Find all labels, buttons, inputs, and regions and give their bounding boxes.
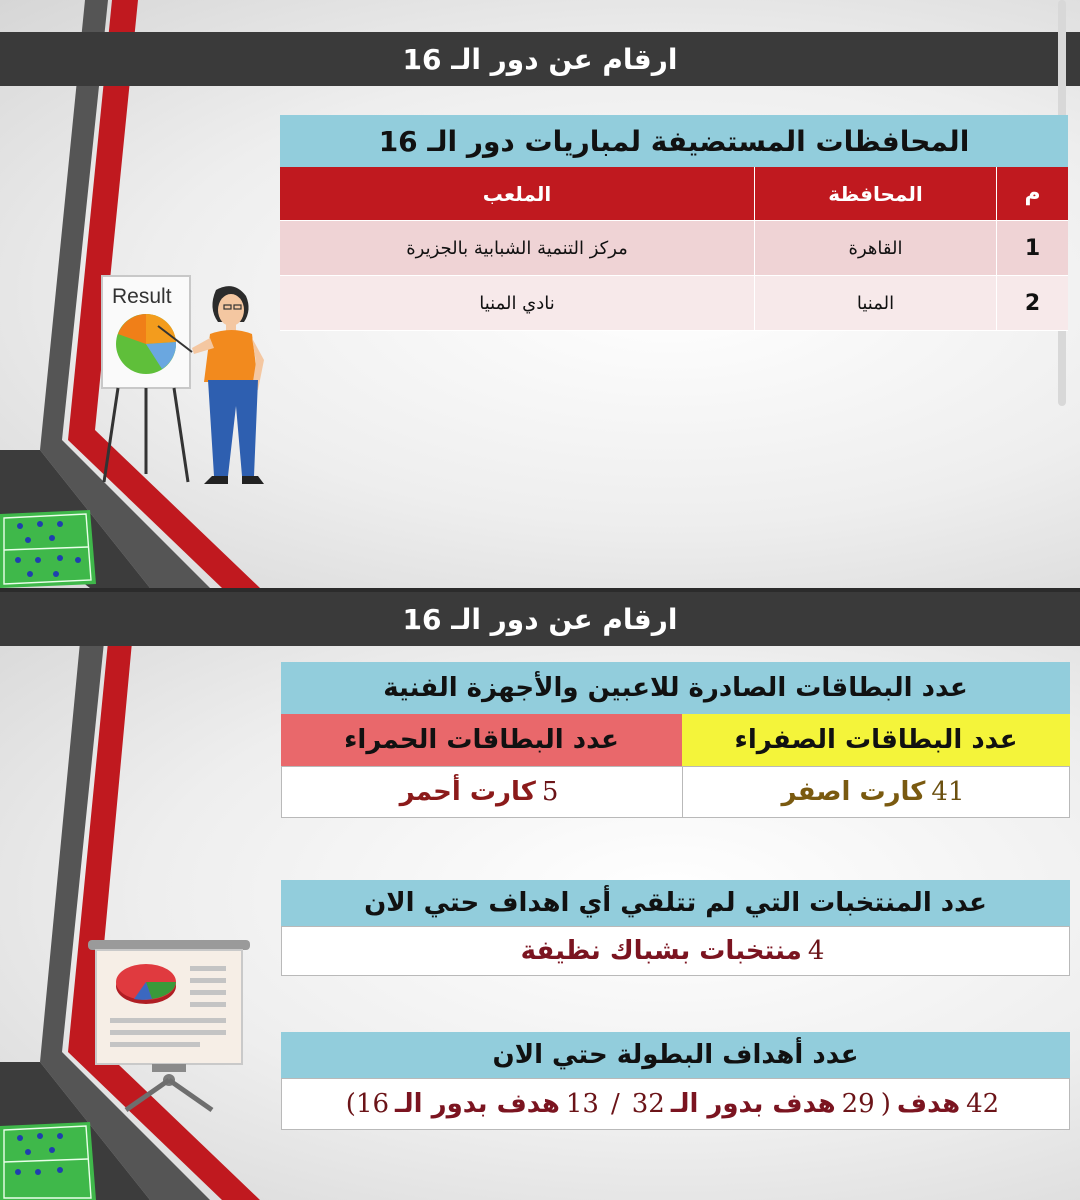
goals-r16-label: هدف بدور الـ <box>395 1089 560 1119</box>
table-row <box>280 276 1068 331</box>
yellow-cards-value <box>682 767 1069 817</box>
host-governorates-table <box>280 115 1068 331</box>
row-governorate: المنيا <box>754 276 996 330</box>
red-cards-value <box>282 767 682 817</box>
slide-title: ارقام عن دور الـ 16 <box>402 42 678 76</box>
slide-title: ارقام عن دور الـ 16 <box>402 602 678 636</box>
board-result-label: Result <box>112 285 172 308</box>
pie-chart-board-icon <box>116 314 176 374</box>
goals-total: 42 <box>966 1089 1000 1119</box>
cards-labels-row <box>281 714 1070 766</box>
goals-r32-round: 32 <box>631 1089 665 1119</box>
clean-sheets-unit: منتخبات بشباك نظيفة <box>520 936 802 966</box>
cards-heading: عدد البطاقات الصادرة للاعبين والأجهزة الفنية <box>281 662 1070 714</box>
goals-word: هدف <box>896 1089 961 1119</box>
red-cards-label: عدد البطاقات الحمراء <box>281 714 682 766</box>
col-header-governorate: المحافظة <box>754 167 996 220</box>
football-pitch-icon <box>0 1122 96 1200</box>
row-stadium: نادي المنيا <box>479 292 555 314</box>
table-row <box>280 221 1068 276</box>
slide-title-bar <box>0 592 1080 646</box>
yellow-cards-count: 41 <box>931 777 965 807</box>
yellow-cards-label: عدد البطاقات الصفراء <box>682 714 1070 766</box>
goals-value <box>281 1078 1070 1130</box>
goals-open-paren: ( <box>880 1089 891 1119</box>
red-cards-unit: كارت أحمر <box>399 777 536 807</box>
slide-title-bar <box>0 32 1080 86</box>
clean-sheets-value <box>281 926 1070 976</box>
presenter-woman-icon <box>96 272 271 494</box>
clean-sheets-box <box>281 880 1070 976</box>
goals-close-paren: ) <box>345 1089 356 1119</box>
goals-heading: عدد أهداف البطولة حتي الان <box>281 1032 1070 1078</box>
goals-r16-count: 13 <box>565 1089 599 1119</box>
yellow-cards-unit: كارت اصفر <box>781 777 926 807</box>
cards-box <box>281 662 1070 818</box>
goals-r32-count: 29 <box>841 1089 875 1119</box>
football-pitch-icon <box>0 510 96 588</box>
cards-values-row <box>281 766 1070 818</box>
red-cards-count: 5 <box>541 777 559 807</box>
goals-r32-label: هدف بدور الـ <box>670 1089 836 1119</box>
goals-separator: / <box>610 1089 620 1119</box>
goals-r16-round: 16 <box>355 1089 390 1119</box>
row-number: 1 <box>996 221 1068 275</box>
clean-sheets-heading: عدد المنتخبات التي لم تتلقي أي اهداف حتي الان <box>281 880 1070 926</box>
col-header-number: م <box>996 167 1068 220</box>
clean-sheets-count: 4 <box>807 936 825 966</box>
table-caption: المحافظات المستضيفة لمباريات دور الـ 16 <box>280 115 1068 167</box>
slide-2 <box>0 592 1080 1200</box>
col-header-stadium: الملعب <box>482 181 552 206</box>
row-number: 2 <box>996 276 1068 330</box>
goals-box <box>281 1032 1070 1130</box>
row-stadium: مركز التنمية الشبابية بالجزيرة <box>406 237 628 259</box>
slide-1 <box>0 0 1080 588</box>
row-governorate: القاهرة <box>754 221 996 275</box>
table-header-row <box>280 167 1068 221</box>
presentation-board-icon <box>86 938 252 1114</box>
